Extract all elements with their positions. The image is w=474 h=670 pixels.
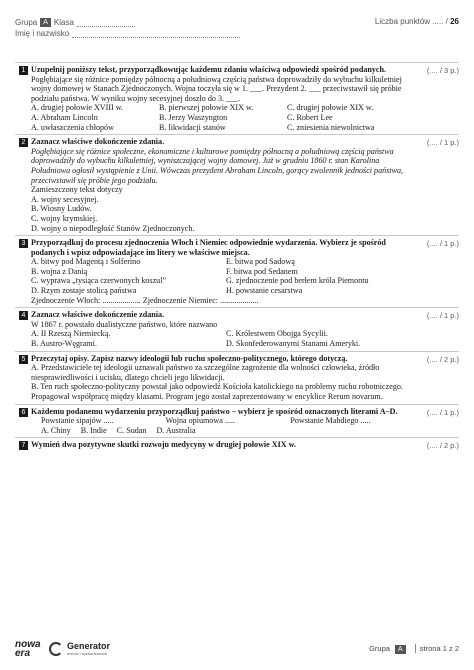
- event-field[interactable]: Powstanie sipajów .....: [41, 416, 114, 426]
- task-quote: Pogłębiające się różnice społeczne, ekonomiczne i kulturowe pomiędzy północną a południową częścią państwa doprowadziły do wybuchu kilkuletniej, wyniszczającej wojny domowej. Już w grudniu 1860 r. stan Karolina Południowa ogłosił wystąpienie z Unii. Wówczas prezydent Abraham Lincoln, gorący zwolennik jedności państwa, przeciwstawił się próbie jego podziału.: [31, 146, 404, 185]
- task-points: (.... / 1 p.): [426, 311, 459, 321]
- task-7: [15, 437, 459, 452]
- score-max: 26: [450, 17, 459, 26]
- task-points: (.... / 2 p.): [426, 441, 459, 451]
- task-3: [15, 235, 459, 307]
- description-item: A. Przedstawiciele tej ideologii uznawali państwo za szczególne zagrożenie dla wolności człowieka, źródło niesprawiedliwości i ucisku, dlatego chcieli jego likwidacji.: [31, 363, 380, 382]
- task-text: Pogłębiające się różnice pomiędzy północną a południową częścią państwa doprowadziły do wybuchu kilkuletniej wojny domowej w Stanach Zjednoczonych. Wojna toczyła się w 1. ___. Prezydent 2. ___ przeciwstawił się próbie podziału państwa. W wyniku wojny secesyjnej doszło do 3. ___.: [31, 74, 402, 103]
- task-title: Przeczytaj opisy. Zapisz nazwy ideologii lub ruchu społeczno-politycznego, którego dotyczą.: [31, 353, 348, 363]
- option[interactable]: B. pierwszej połowie XIX w.: [159, 103, 254, 113]
- option[interactable]: B. likwidacji stanów: [159, 122, 226, 132]
- option[interactable]: C. wojny krymskiej.: [31, 213, 98, 223]
- page-number: strona 1 z 2: [419, 644, 459, 653]
- task-points: (.... / 1 p.): [426, 239, 459, 249]
- task-number: 5: [19, 355, 28, 364]
- event-item: C. wyprawa „tysiąca czerwonych koszul”: [31, 276, 167, 286]
- task-lead: Zamieszczony tekst dotyczy: [31, 185, 123, 195]
- task-title: Zaznacz właściwe dokończenie zdania.: [31, 310, 165, 320]
- option[interactable]: C. Królestwem Obojga Sycylii.: [226, 329, 328, 339]
- task-number: 1: [19, 66, 28, 75]
- task-points: (.... / 2 p.): [426, 354, 459, 364]
- task-number: 2: [19, 138, 28, 147]
- generator-icon: [49, 642, 63, 656]
- name-field[interactable]: [72, 30, 240, 38]
- answer-field[interactable]: Zjednoczenie Włoch: ................... Zjednoczenie Niemiec: ...................: [31, 295, 259, 305]
- logo-era-text: era: [15, 648, 31, 659]
- divider: [415, 644, 416, 653]
- option[interactable]: B. Wiosny Ludów.: [31, 204, 92, 214]
- option[interactable]: C. zniesienia niewolnictwa: [287, 122, 375, 132]
- generator-sub: testów i sprawdzianów: [67, 651, 108, 656]
- klasa-field[interactable]: [77, 19, 135, 27]
- task-number: 6: [19, 408, 28, 417]
- state-option: D. Australia: [156, 425, 196, 435]
- task-list: [15, 62, 459, 452]
- task-2: [15, 134, 459, 235]
- footer-group-badge: A: [395, 645, 406, 654]
- event-field[interactable]: Wojna opiumowa .....: [165, 416, 235, 426]
- option[interactable]: B. Jerzy Waszyngton: [159, 112, 228, 122]
- description-item: B. Ten ruch społeczno-polityczny powstał jako odpowiedź Kościoła katolickiego na problemy ruchu robotniczego. Propagował współpracę między klasami. Program jego został zaprezentowany w encyklice Rerum novarum.: [31, 382, 403, 401]
- grupa-badge: A: [40, 18, 51, 27]
- event-item: H. powstanie cesarstwa: [226, 286, 303, 296]
- group-row: [15, 17, 459, 28]
- option[interactable]: B. Austro-Węgrami.: [31, 339, 97, 349]
- name-row: [15, 28, 459, 39]
- option[interactable]: A. II Rzeszą Niemiecką.: [31, 329, 111, 339]
- answer-row: [31, 123, 415, 133]
- task-title: Przyporządkuj do procesu zjednoczenia Włoch i Niemiec odpowiednie wydarzenia. Wybierz je spośród podanych i wpisz odpowiadające im litery we właściwe miejsca.: [31, 238, 386, 257]
- event-grid: [31, 257, 415, 295]
- task-number: 3: [19, 239, 28, 248]
- task-points: (.... / 1 p.): [426, 138, 459, 148]
- score-sep: ..... /: [432, 17, 448, 26]
- klasa-label: Klasa: [53, 18, 74, 27]
- footer-group-label: Grupa: [369, 644, 390, 653]
- task-lead: W 1867 r. powstało dualistyczne państwo, które nazwano: [31, 319, 218, 329]
- option[interactable]: A. drugiej połowie XVIII w.: [31, 103, 124, 113]
- event-field[interactable]: Powstanie Mahdiego .....: [290, 416, 371, 426]
- nowa-era-logo: [15, 640, 41, 658]
- page-info: [369, 644, 459, 654]
- event-item: G. zjednoczenie pod berłem króla Piemontu: [226, 276, 369, 286]
- task-title: Uzupełnij poniższy tekst, przyporządkowując każdemu zdaniu właściwą odpowiedź spośród podanych.: [31, 65, 387, 74]
- task-5: [15, 351, 459, 404]
- event-row: [31, 416, 415, 426]
- state-option: A. Chiny: [41, 425, 71, 435]
- option[interactable]: D. wojny o niepodległość Stanów Zjednoczonych.: [31, 223, 195, 233]
- task-title: Zaznacz właściwe dokończenie zdania.: [31, 137, 165, 147]
- score-label: Liczba punktów: [374, 17, 431, 26]
- option[interactable]: C. Robert Lee: [287, 112, 333, 122]
- answer-row: [31, 103, 415, 113]
- option[interactable]: A. Abraham Lincoln: [31, 112, 98, 122]
- event-item: E. bitwa pod Sadową: [226, 257, 295, 267]
- header: [15, 17, 459, 39]
- state-row: [31, 426, 415, 436]
- option[interactable]: A. uwłaszczenia chłopów: [31, 122, 114, 132]
- task-title: Wymień dwa pozytywne skutki rozwoju medycyny w drugiej połowie XIX w.: [31, 440, 297, 450]
- state-option: C. Sudan: [116, 425, 147, 435]
- option-grid: [31, 329, 415, 348]
- grupa-label: Grupa: [15, 18, 38, 27]
- event-item: B. wojna z Danią: [31, 266, 88, 276]
- task-4: [15, 307, 459, 350]
- task-points: (.... / 3 p.): [426, 66, 459, 75]
- task-1: [15, 62, 459, 134]
- footer: [15, 628, 459, 658]
- generator-logo: [49, 642, 110, 656]
- task-number: 7: [19, 441, 28, 450]
- answer-row: [31, 113, 415, 123]
- logo-nowa-text: nowa: [15, 639, 41, 650]
- event-item: F. bitwa pod Sedanem: [226, 266, 298, 276]
- option[interactable]: D. Skonfederowanymi Stanami Ameryki.: [226, 339, 361, 349]
- option[interactable]: A. wojny secesyjnej.: [31, 194, 99, 204]
- event-item: D. Rzym zostaje stolicą państwa: [31, 286, 137, 296]
- task-number: 4: [19, 311, 28, 320]
- option[interactable]: C. drugiej połowie XIX w.: [287, 103, 374, 113]
- event-item: A. bitwy pod Magentą i Solferino: [31, 257, 141, 267]
- task-points: (.... / 1 p.): [426, 407, 459, 417]
- state-option: B. Indie: [80, 425, 107, 435]
- task-6: [15, 404, 459, 438]
- name-label: Imię i nazwisko: [15, 29, 70, 38]
- score-box: [375, 17, 459, 26]
- generator-name: Generator: [67, 641, 111, 651]
- task-title: Każdemu podanemu wydarzeniu przyporządkuj państwo – wybierz je spośród oznaczonych literami A–D.: [31, 406, 398, 416]
